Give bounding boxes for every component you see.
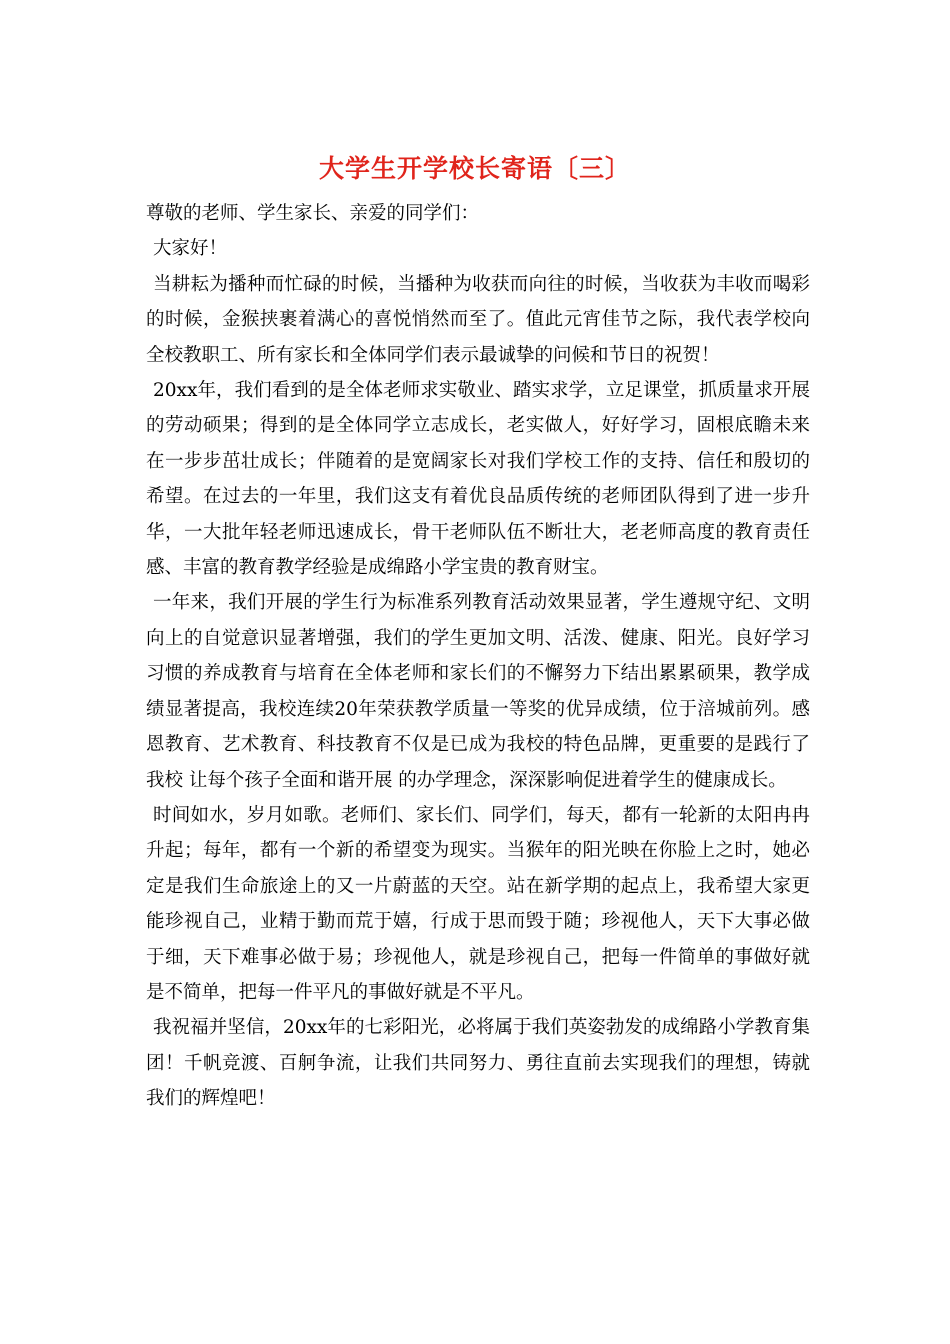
paragraph-achievements: 一年来，我们开展的学生行为标准系列教育活动效果显著，学生遵规守纪、文明向上的自觉意识显著增强，我们的学生更加文明、活泼、健康、阳光。良好学习习惯的养成教育与培育在全体老师和家长们的不懈努力下结出累累硕果，教学成绩显著提高，我校连续20年荣获教学质量一等奖的优异成绩，位于涪城前列。感恩教育、艺术教育、科技教育不仅是已成为我校的特色品牌，更重要的是践行了我校 让每个孩子全面和谐开展 的办学理念，深深影响促进着学生的健康成长。 xyxy=(146,592,810,791)
salutation: 尊敬的老师、学生家长、亲爱的同学们： xyxy=(146,203,480,224)
greeting: 大家好！ xyxy=(153,238,228,260)
document-title: 大学生开学校长寄语〔三〕 xyxy=(318,154,631,183)
paragraph-year-review: 20xx年，我们看到的是全体老师求实敬业、踏实求学，立足课堂，抓质量求开展的劳动硕果；得到的是全体同学立志成长，老实做人，好好学习，固根底瞻未来在一步步茁壮成长；伴随着的是宽阔家长对我们学校工作的支持、信任和殷切的希望。在过去的一年里，我们这支有着优良品质传统的老师团队得到了进一步升华，一大批年轻老师迅速成长，骨干老师队伍不断壮大，老老师高度的教育责任感、丰富的教育教学经验是成绵路小学宝贵的教育财宝。 xyxy=(146,380,810,579)
paragraph-closing-wishes: 我祝福并坚信，20xx年的七彩阳光，必将属于我们英姿勃发的成绵路小学教育集团！千帆竞渡、百舸争流，让我们共同努力、勇往直前去实现我们的理想，铸就我们的辉煌吧！ xyxy=(146,1017,810,1110)
paragraph-festival-greeting: 当耕耘为播种而忙碌的时候，当播种为收获而向往的时候，当收获为丰收而喝彩的时候，金猴挟裹着满心的喜悦悄然而至了。值此元宵佳节之际，我代表学校向全校教职工、所有家长和全体同学们表示最诚挚的问候和节日的祝贺！ xyxy=(146,273,810,366)
document-body xyxy=(146,196,810,1117)
paragraph-new-term-hopes: 时间如水，岁月如歌。老师们、家长们、同学们，每天，都有一轮新的太阳冉冉升起；每年，都有一个新的希望变为现实。当猴年的阳光映在你脸上之时，她必定是我们生命旅途上的又一片蔚蓝的天空。站在新学期的起点上，我希望大家更能珍视自己，业精于勤而荒于嬉，行成于思而毁于随；珍视他人，天下大事必做于细，天下难事必做于易；珍视他人，就是珍视自己，把每一件简单的事做好就是不简单，把每一件平凡的事做好就是不平凡。 xyxy=(146,804,810,1003)
